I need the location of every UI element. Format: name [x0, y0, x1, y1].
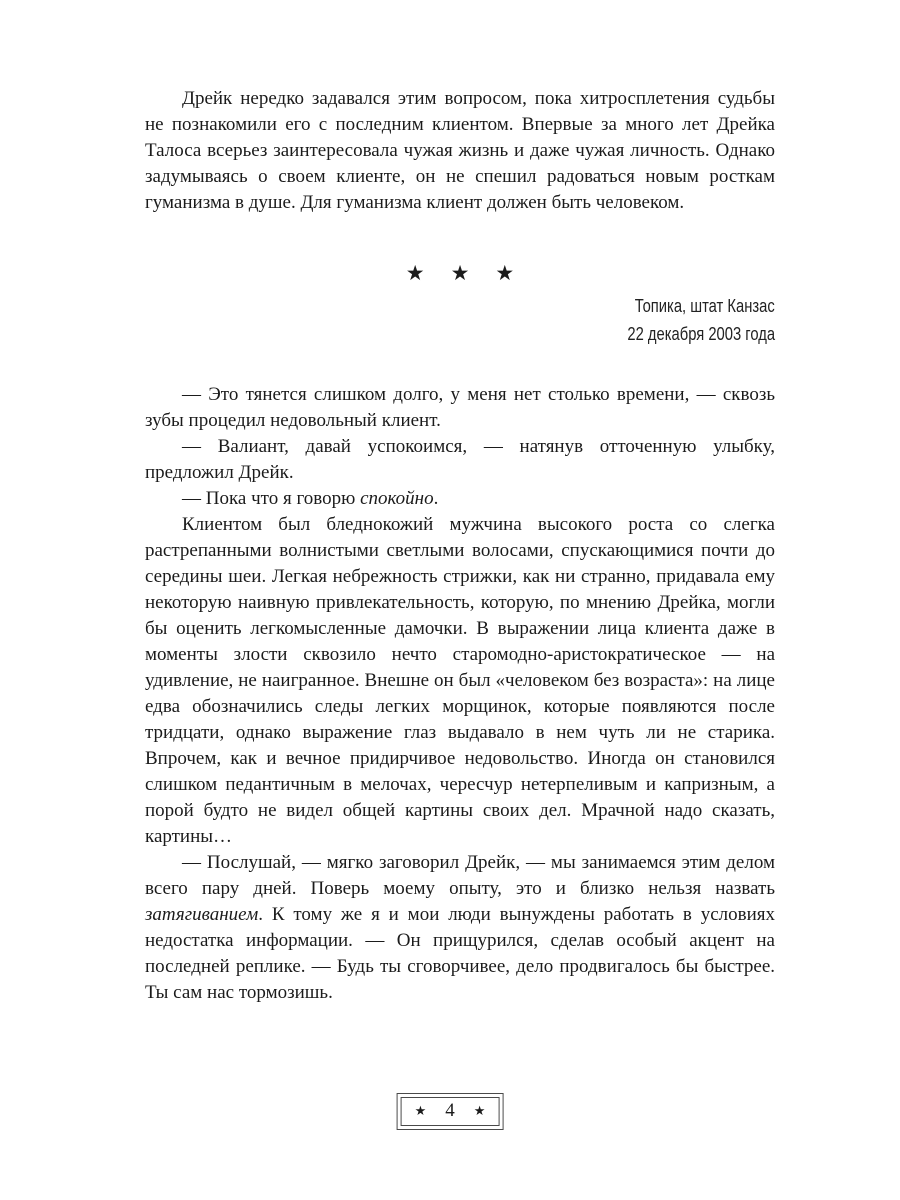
paragraph-1: Дрейк нередко задавался этим вопросом, пока хитросплетения судьбы не познакомили его с последним клиентом. Впервые за много лет Дрейка Талоса всерьез заинтересовала чужая жизнь и даже чужая личность. Однако задумываясь о своем клиенте, он не спешил радоваться новым росткам гуманизма в душе. Для гуманизма клиент должен быть человеком. [145, 88, 775, 213]
page-number-box [397, 1093, 504, 1130]
paragraph-6-emphasis: затягиванием [145, 904, 259, 925]
paragraph-6 [145, 850, 775, 1006]
star-icon: ★ [473, 1103, 486, 1118]
paragraph-4 [145, 486, 775, 512]
paragraph-5: Клиентом был бледнокожий мужчина высокого роста со слегка растрепанными волнистыми светлыми волосами, спускающимися почти до середины шеи. Легкая небрежность стрижки, как ни странно, придавала ему некоторую наивную привлекательность, которую, по мнению Дрейка, могли бы оценить легкомысленные дамочки. В выражении лица клиента даже в моменты злости сквозило нечто старомодно-аристократическое — на удивление, не наигранное. Внешне он был «человеком без возраста»: на лице едва обозначились следы легких морщинок, которые появляются после тридцати, однако выражение глаз выдавало в нем чуть ли не старика. Впрочем, как и вечное придирчивое недовольство. Иногда он становился слишком педантичным в мелочах, чересчур нетерпеливым и капризным, а порой будто не видел общей картины своих дел. Мрачной надо сказать, картины… [145, 514, 775, 847]
paragraph-4-emphasis: спокойно [360, 488, 434, 509]
star-icon: ★ [495, 261, 515, 285]
scene-break [145, 260, 775, 286]
page-number: 4 [445, 1100, 455, 1121]
paragraph-3: — Валиант, давай успокоимся, — натянув отточенную улыбку, предложил Дрейк. [145, 436, 775, 483]
star-icon: ★ [450, 261, 470, 285]
page-number-box-inner [401, 1097, 500, 1126]
dateline-date: 22 декабря 2003 года [627, 324, 775, 344]
dateline [145, 292, 775, 348]
paragraph-6-text: — Послушай, — мягко заговорил Дрейк, — мы занимаемся этим делом всего пару дней. Поверь моему опыту, это и близко нельзя назвать [145, 852, 775, 899]
dateline-location: Топика, штат Канзас [634, 296, 775, 316]
paragraph-2: — Это тянется слишком долго, у меня нет столько времени, — сквозь зубы процедил недовольный клиент. [145, 384, 775, 431]
star-icon: ★ [405, 261, 425, 285]
paragraph-4-text-end: . [433, 488, 439, 509]
paragraph-6-text-end: . К тому же я и мои люди вынуждены работать в условиях недостатка информации. — Он прищурился, сделав особый акцент на последней реплике. — Будь ты сговорчивее, дело продвигалось бы быстрее. Ты сам нас тормозишь. [145, 904, 775, 1003]
star-icon: ★ [414, 1103, 427, 1118]
paragraph-4-text: — Пока что я говорю [182, 488, 361, 509]
